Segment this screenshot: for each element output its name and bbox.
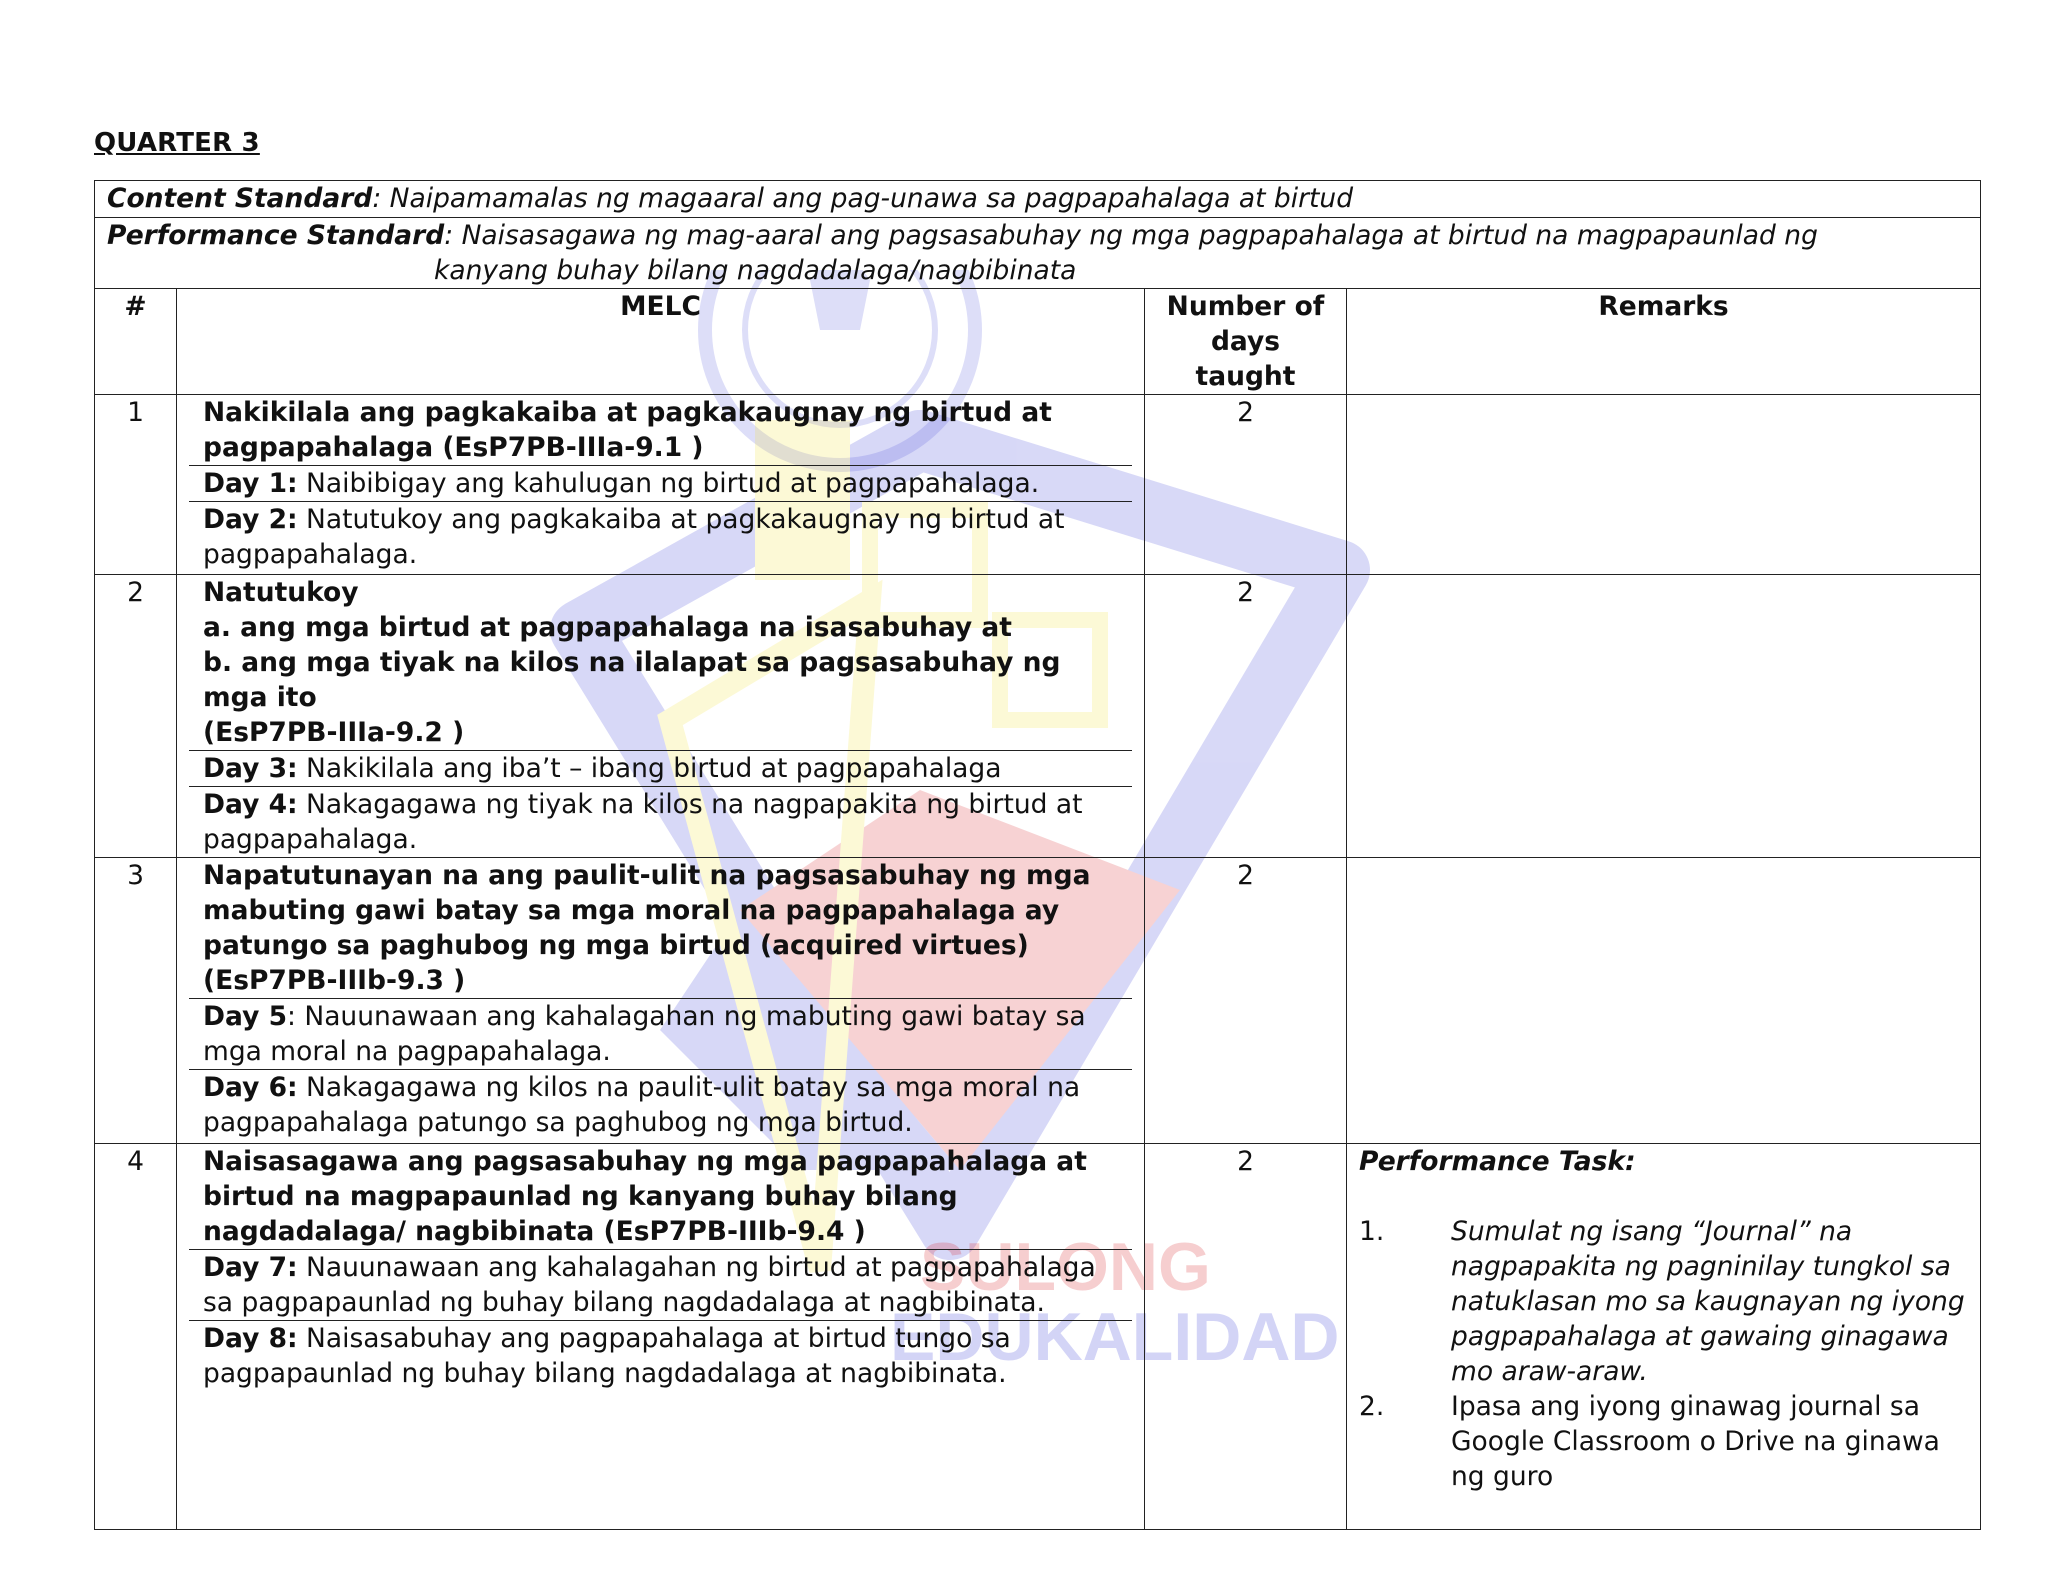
content-standard-row — [95, 181, 1981, 218]
remarks-cell — [1347, 395, 1981, 575]
content-standard — [95, 181, 1981, 218]
table-header-row — [95, 289, 1981, 395]
remarks-cell — [1347, 575, 1981, 858]
melc-cell — [177, 858, 1145, 1144]
melc-objective: Napatutunayan na ang paulit-ulit na pagsasabuhay ng mga mabuting gawi batay sa mga moral na pagpapahalaga ay patungo sa paghubog ng mga birtud (acquired virtues) (EsP7PB-IIIb-9.3 ) — [189, 858, 1132, 999]
content-standard-text: : Naipamamalas ng magaaral ang pag-unawa sa pagpapahalaga at birtud — [372, 183, 1354, 214]
day-label: Day 8: — [203, 1323, 298, 1354]
table-row — [95, 575, 1981, 858]
day-label: Day 5 — [203, 1001, 288, 1032]
item-number: 1. — [1359, 1216, 1385, 1247]
performance-standard-text: : Naisasagawa ng mag-aaral ang pagsasabuhay ng mga pagpapahalaga at birtud na magpapaunlad ng — [444, 220, 1818, 251]
days-taught: 2 — [1145, 1144, 1347, 1530]
performance-task-title: Performance Task: — [1359, 1146, 1636, 1177]
day-item — [189, 1070, 1132, 1140]
day-label: Day 2: — [203, 504, 298, 535]
item-number: 2. — [1359, 1391, 1385, 1422]
remarks-cell — [1347, 858, 1981, 1144]
header-num: # — [95, 289, 177, 395]
day-text: : Nauunawaan ang kahalagahan ng mabuting gawi batay sa mga moral na pagpapahalaga. — [203, 1001, 1086, 1067]
item-text: Ipasa ang iyong ginawag journal sa Google Classroom o Drive na ginawa ng guro — [1451, 1391, 1940, 1492]
quarter-heading: QUARTER 3 — [94, 128, 260, 158]
days-taught: 2 — [1145, 858, 1347, 1144]
header-days-line1: Number of — [1166, 291, 1325, 322]
days-taught: 2 — [1145, 395, 1347, 575]
performance-standard — [95, 218, 1981, 289]
header-days — [1145, 289, 1347, 395]
performance-standard-text-cont: kanyang buhay bilang nagdadalaga/nagbibinata — [434, 255, 1077, 286]
table-row — [95, 395, 1981, 575]
header-days-line2: days taught — [1195, 326, 1296, 392]
row-number: 2 — [95, 575, 177, 858]
item-text: Sumulat ng isang “Journal” na nagpapakita ng pagninilay tungkol sa natuklasan mo sa kaugnayan ng iyong pagpapahalaga at gawaing ginagawa mo araw-araw. — [1451, 1216, 1965, 1387]
header-melc: MELC — [177, 289, 1145, 395]
day-item — [189, 466, 1132, 502]
melc-cell — [177, 1144, 1145, 1530]
melc-objective: Nakikilala ang pagkakaiba at pagkakaugnay ng birtud at pagpapahalaga (EsP7PB-IIIa-9.1 ) — [189, 395, 1132, 466]
performance-task-item — [1359, 1214, 1968, 1389]
day-text: Naibibigay ang kahulugan ng birtud at pagpapahalaga. — [297, 468, 1040, 499]
melc-objective: Naisasagawa ang pagsasabuhay ng mga pagpapahalaga at birtud na magpapaunlad ng kanyang buhay bilang nagdadalaga/ nagbibinata (EsP7PB-IIIb-9.4 ) — [189, 1144, 1132, 1250]
day-label: Day 4: — [203, 789, 298, 820]
row-number: 3 — [95, 858, 177, 1144]
day-text: Naisasabuhay ang pagpapahalaga at birtud tungo sa pagpapaunlad ng buhay bilang nagdadalaga at nagbibinata. — [203, 1323, 1011, 1389]
day-text: Nakikilala ang iba’t – ibang birtud at pagpapahalaga — [297, 753, 1002, 784]
day-text: Nakagagawa ng kilos na paulit-ulit batay sa mga moral na pagpapahalaga patungo sa paghubog ng mga birtud. — [203, 1072, 1081, 1138]
day-item — [189, 999, 1132, 1070]
melc-table — [94, 180, 1981, 1530]
melc-cell — [177, 395, 1145, 575]
row-number: 1 — [95, 395, 177, 575]
watermark-motto-2: EDUKALIDAD — [890, 1299, 1340, 1375]
day-text: Nauunawaan ang kahalagahan ng birtud at pagpapahalaga sa pagpapaunlad ng buhay bilang nagdadalaga at nagbibinata. — [203, 1252, 1096, 1318]
day-item — [189, 787, 1132, 857]
performance-standard-label: Performance Standard — [107, 220, 445, 251]
performance-standard-row — [95, 218, 1981, 289]
row-number: 4 — [95, 1144, 177, 1530]
performance-task-item — [1359, 1389, 1968, 1494]
day-text: Natutukoy ang pagkakaiba at pagkakaugnay ng birtud at pagpapahalaga. — [203, 504, 1065, 570]
objective-line: b. ang mga tiyak na kilos na ilalapat sa pagsasabuhay ng mga ito — [203, 647, 1061, 713]
objective-line: a. ang mga birtud at pagpapahalaga na isasabuhay at — [203, 612, 1012, 643]
watermark-motto-1: SULONG — [920, 1229, 1211, 1305]
day-item — [189, 751, 1132, 787]
melc-cell — [177, 575, 1145, 858]
day-item — [189, 1321, 1132, 1391]
day-label: Day 7: — [203, 1252, 298, 1283]
objective-line: (EsP7PB-IIIa-9.2 ) — [203, 717, 465, 748]
objective-line: Natutukoy — [203, 577, 359, 608]
remarks-cell — [1347, 1144, 1981, 1530]
day-label: Day 6: — [203, 1072, 298, 1103]
day-item — [189, 1250, 1132, 1321]
table-row — [95, 858, 1981, 1144]
table-row — [95, 1144, 1981, 1530]
day-text: Nakagagawa ng tiyak na kilos na nagpapakita ng birtud at pagpapahalaga. — [203, 789, 1083, 855]
content-standard-label: Content Standard — [107, 183, 373, 214]
days-taught: 2 — [1145, 575, 1347, 858]
day-label: Day 3: — [203, 753, 298, 784]
melc-objective — [189, 575, 1132, 751]
day-label: Day 1: — [203, 468, 298, 499]
header-remarks: Remarks — [1347, 289, 1981, 395]
day-item — [189, 502, 1132, 572]
